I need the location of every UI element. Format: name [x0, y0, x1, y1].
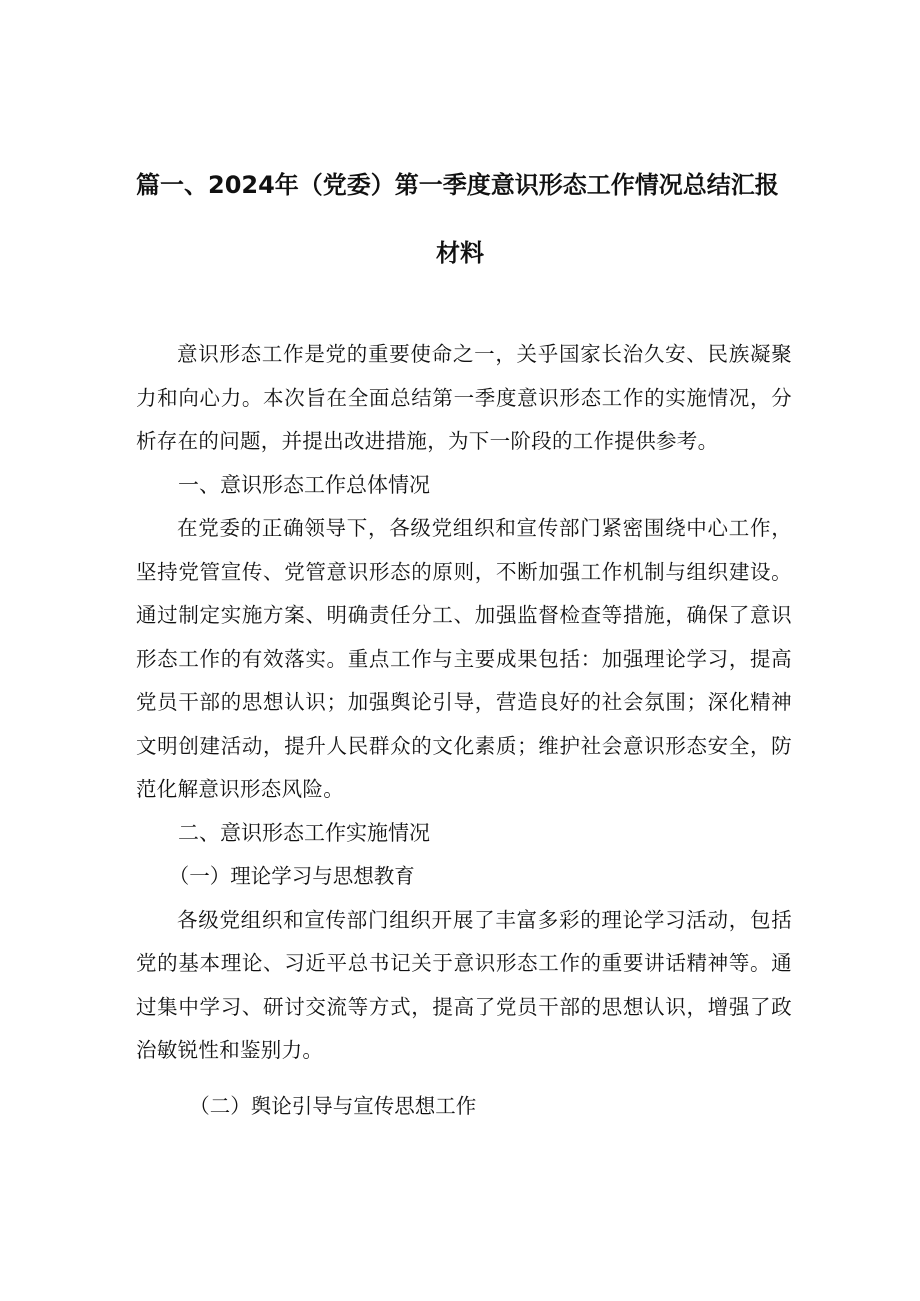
document-title-line-1: 篇一、2024年（党委）第一季度意识形态工作情况总结汇报 — [136, 171, 779, 199]
intro-paragraph: 意识形态工作是党的重要使命之一，关乎国家长治久安、民族凝聚力和向心力。本次旨在全面总结第一季度意识形态工作的实施情况，分析存在的问题，并提出改进措施，为下一阶段的工作提供参考。 — [136, 342, 792, 453]
subsection-heading-2: （二）舆论引导与宣传思想工作 — [189, 1093, 477, 1118]
document-title-line-2: 材料 — [436, 239, 484, 267]
subsection-heading-1: （一）理论学习与思想教育 — [168, 864, 415, 888]
section-heading-1: 一、意识形态工作总体情况 — [178, 472, 430, 497]
overview-paragraph: 在党委的正确领导下，各级党组织和宣传部门紧密围绕中心工作，坚持党管宣传、党管意识形态的原则，不断加强工作机制与组织建设。通过制定实施方案、明确责任分工、加强监督检查等措施，确保了意识形态工作的有效落实。重点工作与主要成果包括：加强理论学习，提高党员干部的思想认识；加强舆论引导，营造良好的社会氛围；深化精神文明创建活动，提升人民群众的文化素质；维护社会意识形态安全，防范化解意识形态风险。 — [136, 516, 792, 801]
theory-study-paragraph: 各级党组织和宣传部门组织开展了丰富多彩的理论学习活动，包括党的基本理论、习近平总书记关于意识形态工作的重要讲话精神等。通过集中学习、研讨交流等方式，提高了党员干部的思想认识，增强了政治敏锐性和鉴别力。 — [136, 907, 792, 1062]
section-heading-2: 二、意识形态工作实施情况 — [178, 820, 430, 845]
document-body — [136, 333, 792, 1128]
